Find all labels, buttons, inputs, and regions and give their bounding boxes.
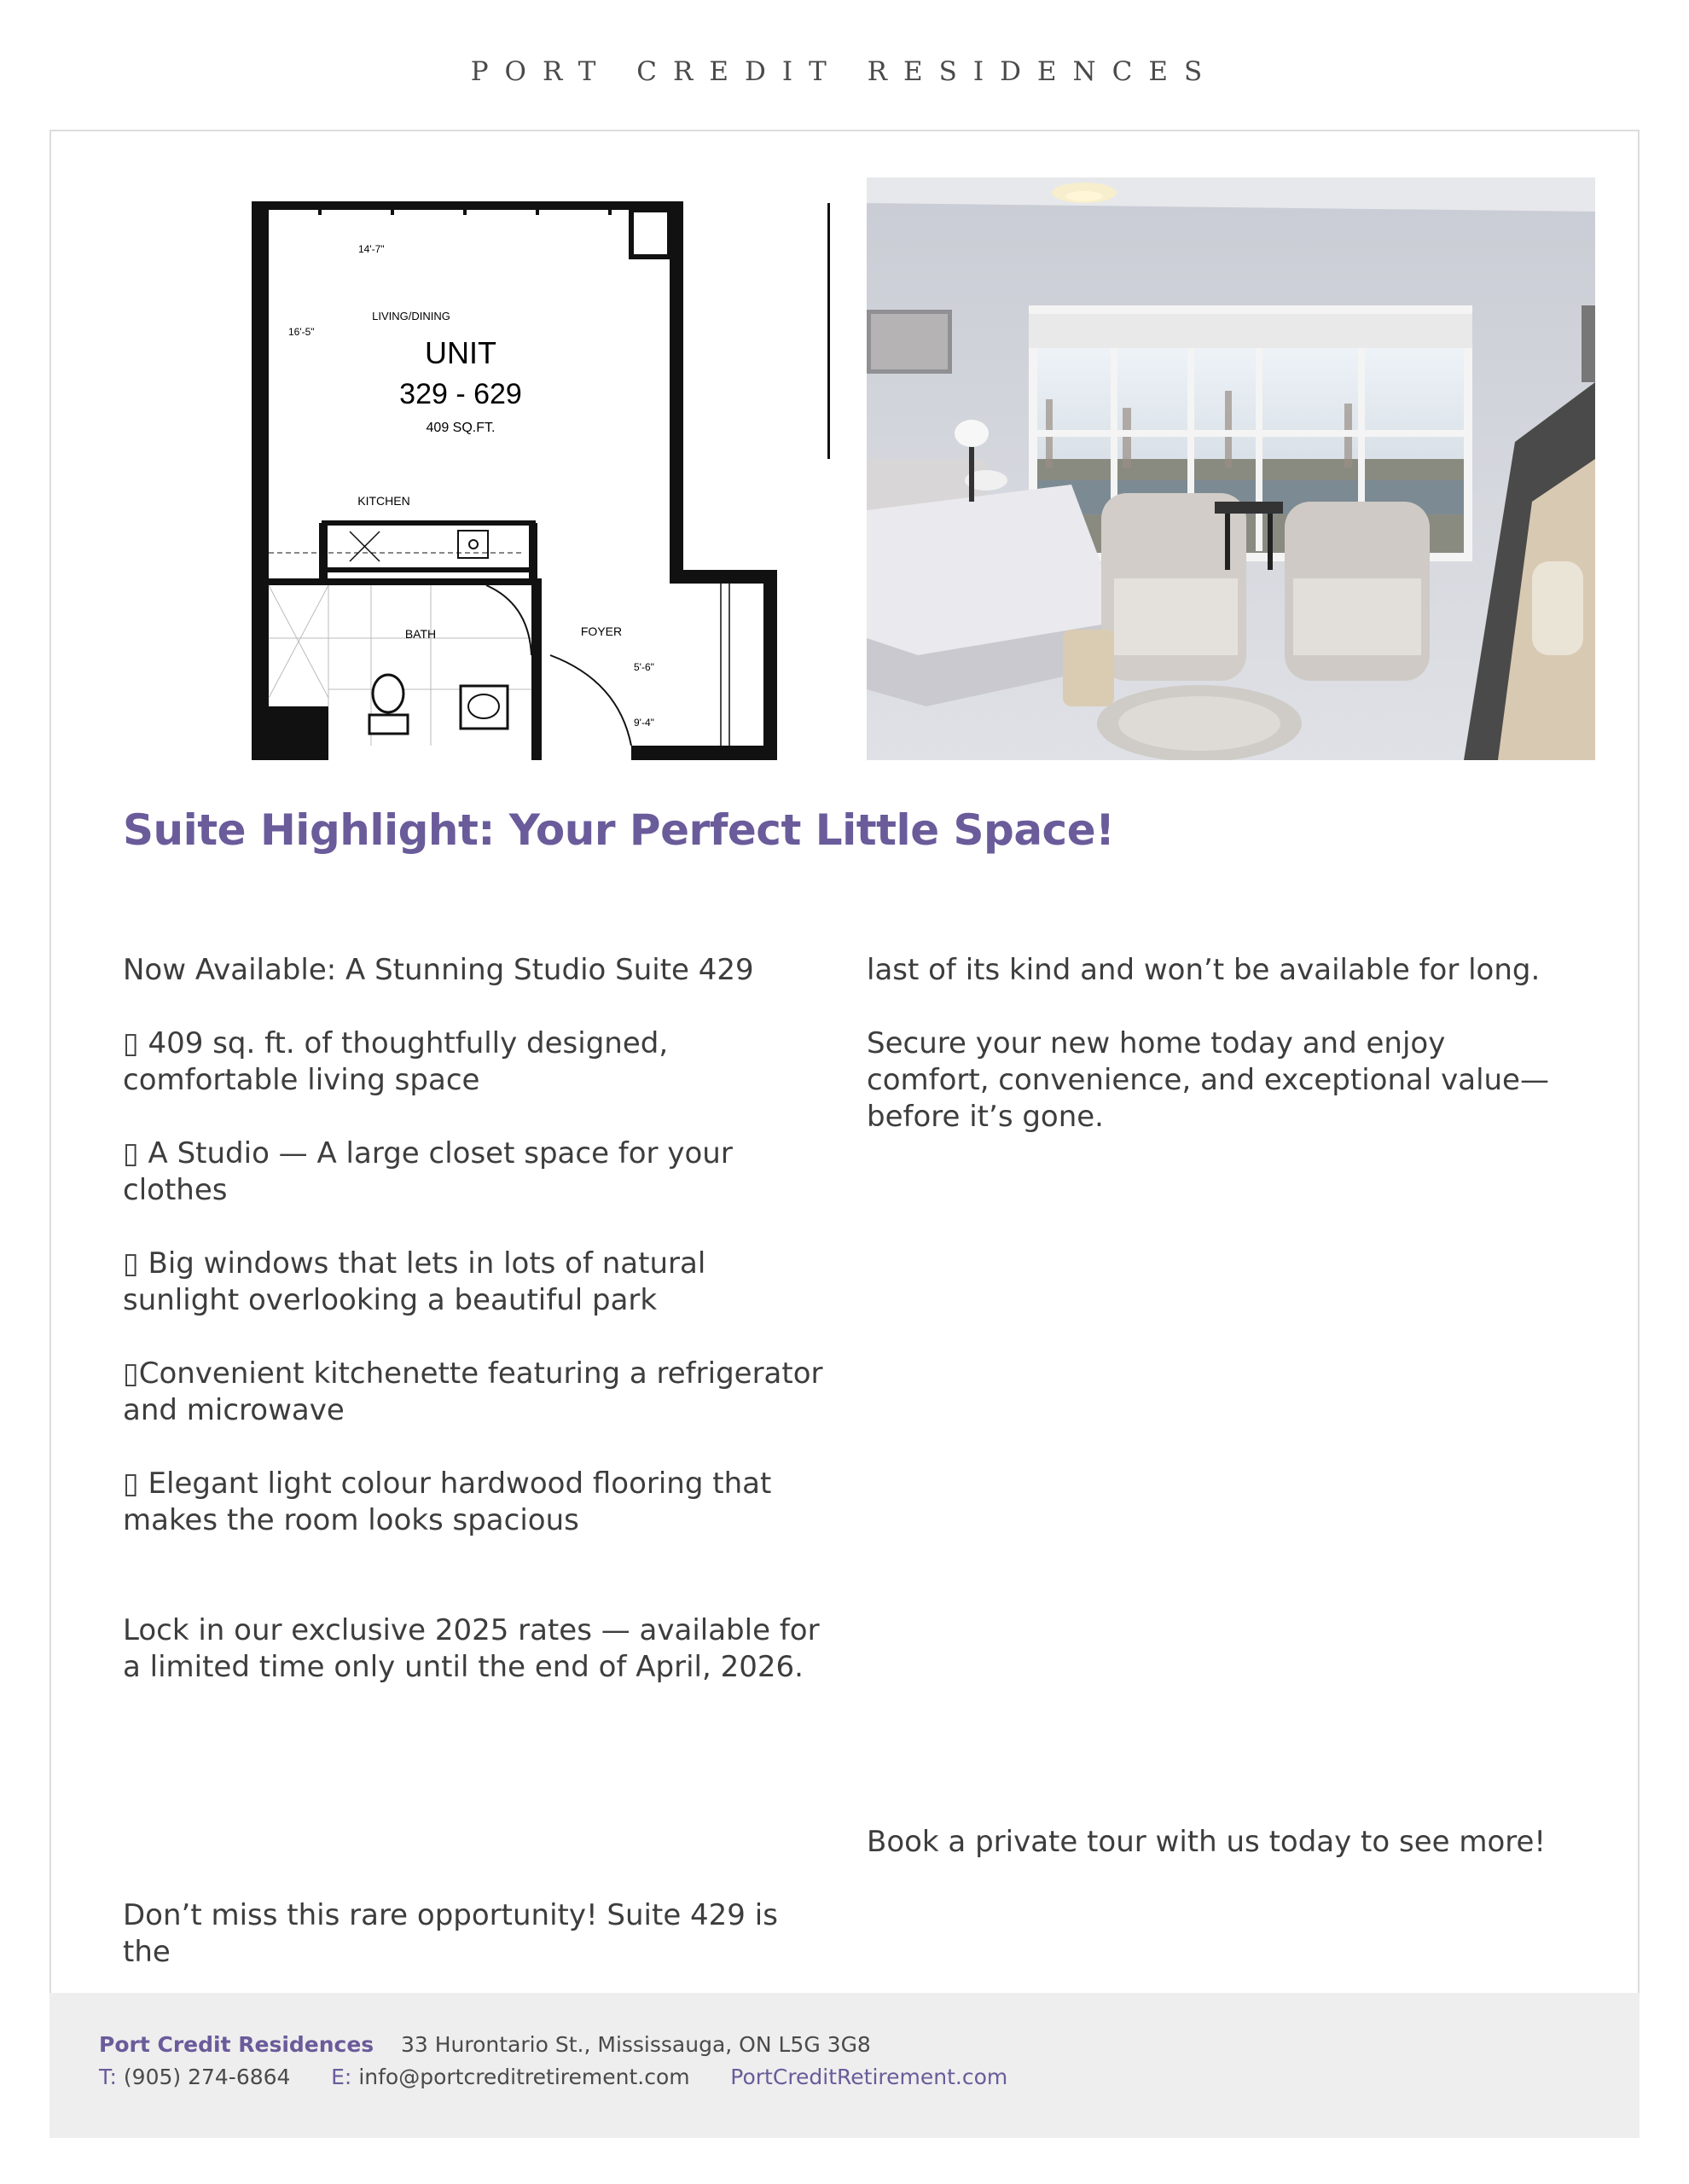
footer <box>49 1993 1640 2138</box>
secure-home-text: Secure your new home today and enjoy comfort, convenience, and exceptional value—before it’s gone. <box>867 1026 1549 1134</box>
room-living-label: LIVING/DINING <box>372 310 450 322</box>
dim-left-label: 16'-5" <box>288 326 315 338</box>
area-label: 409 SQ.FT. <box>426 421 496 435</box>
right-column <box>867 952 1575 1136</box>
opportunity-text: Don’t miss this rare opportunity! Suite 429 is the <box>123 1898 778 1969</box>
page-headline: Suite Highlight: Your Perfect Little Space! <box>123 805 1115 855</box>
feature-closet: ▯ A Studio — A large closet space for your clothes <box>123 1136 733 1207</box>
tour-text: Book a private tour with us today to see more! <box>867 1825 1547 1859</box>
website-link[interactable]: PortCreditRetirement.com <box>730 2065 1008 2089</box>
availability-continued: last of its kind and won’t be available for long. <box>867 953 1541 987</box>
availability-text: Now Available: A Stunning Studio Suite 429 <box>123 953 754 987</box>
left-column <box>123 952 831 1686</box>
phone-number[interactable]: (905) 274-6864 <box>123 2065 291 2089</box>
right-column-bottom <box>867 1824 1575 1861</box>
phone-label: T: <box>99 2065 117 2089</box>
unit-numbers: 329 - 629 <box>399 378 522 410</box>
room-foyer-label: FOYER <box>580 624 623 638</box>
feature-windows: ▯ Big windows that lets in lots of natural sunlight overlooking a beautiful park <box>123 1246 706 1317</box>
room-kitchen-label: KITCHEN <box>357 494 410 508</box>
rates-text: Lock in our exclusive 2025 rates — available for a limited time only until the end of April, 2026. <box>123 1613 820 1684</box>
footer-address-line <box>99 2032 871 2057</box>
feature-flooring: ▯ Elegant light colour hardwood flooring that makes the room looks spacious <box>123 1467 772 1537</box>
email-link[interactable]: info@portcreditretirement.com <box>358 2065 690 2089</box>
feature-kitchenette: ▯Convenient kitchenette featuring a refrigerator and microwave <box>123 1356 823 1427</box>
feature-size: ▯ 409 sq. ft. of thoughtfully designed, comfortable living space <box>123 1026 669 1097</box>
room-bath-label: BATH <box>404 627 437 641</box>
dim-foyer-2: 9'-4" <box>634 717 654 729</box>
brand-header: PORT CREDIT RESIDENCES <box>470 56 1219 87</box>
dim-top-label: 14'-7" <box>358 243 385 255</box>
footer-address: 33 Hurontario St., Mississauga, ON L5G 3G8 <box>401 2032 871 2057</box>
floor-plan-image <box>98 177 830 760</box>
unit-label: UNIT <box>425 335 496 370</box>
room-photo <box>867 177 1595 760</box>
left-column-bottom <box>123 1897 831 1971</box>
dim-foyer-1: 5'-6" <box>634 661 654 673</box>
footer-contact-line <box>99 2065 1007 2089</box>
email-label: E: <box>331 2065 352 2089</box>
footer-company-name: Port Credit Residences <box>99 2032 374 2057</box>
